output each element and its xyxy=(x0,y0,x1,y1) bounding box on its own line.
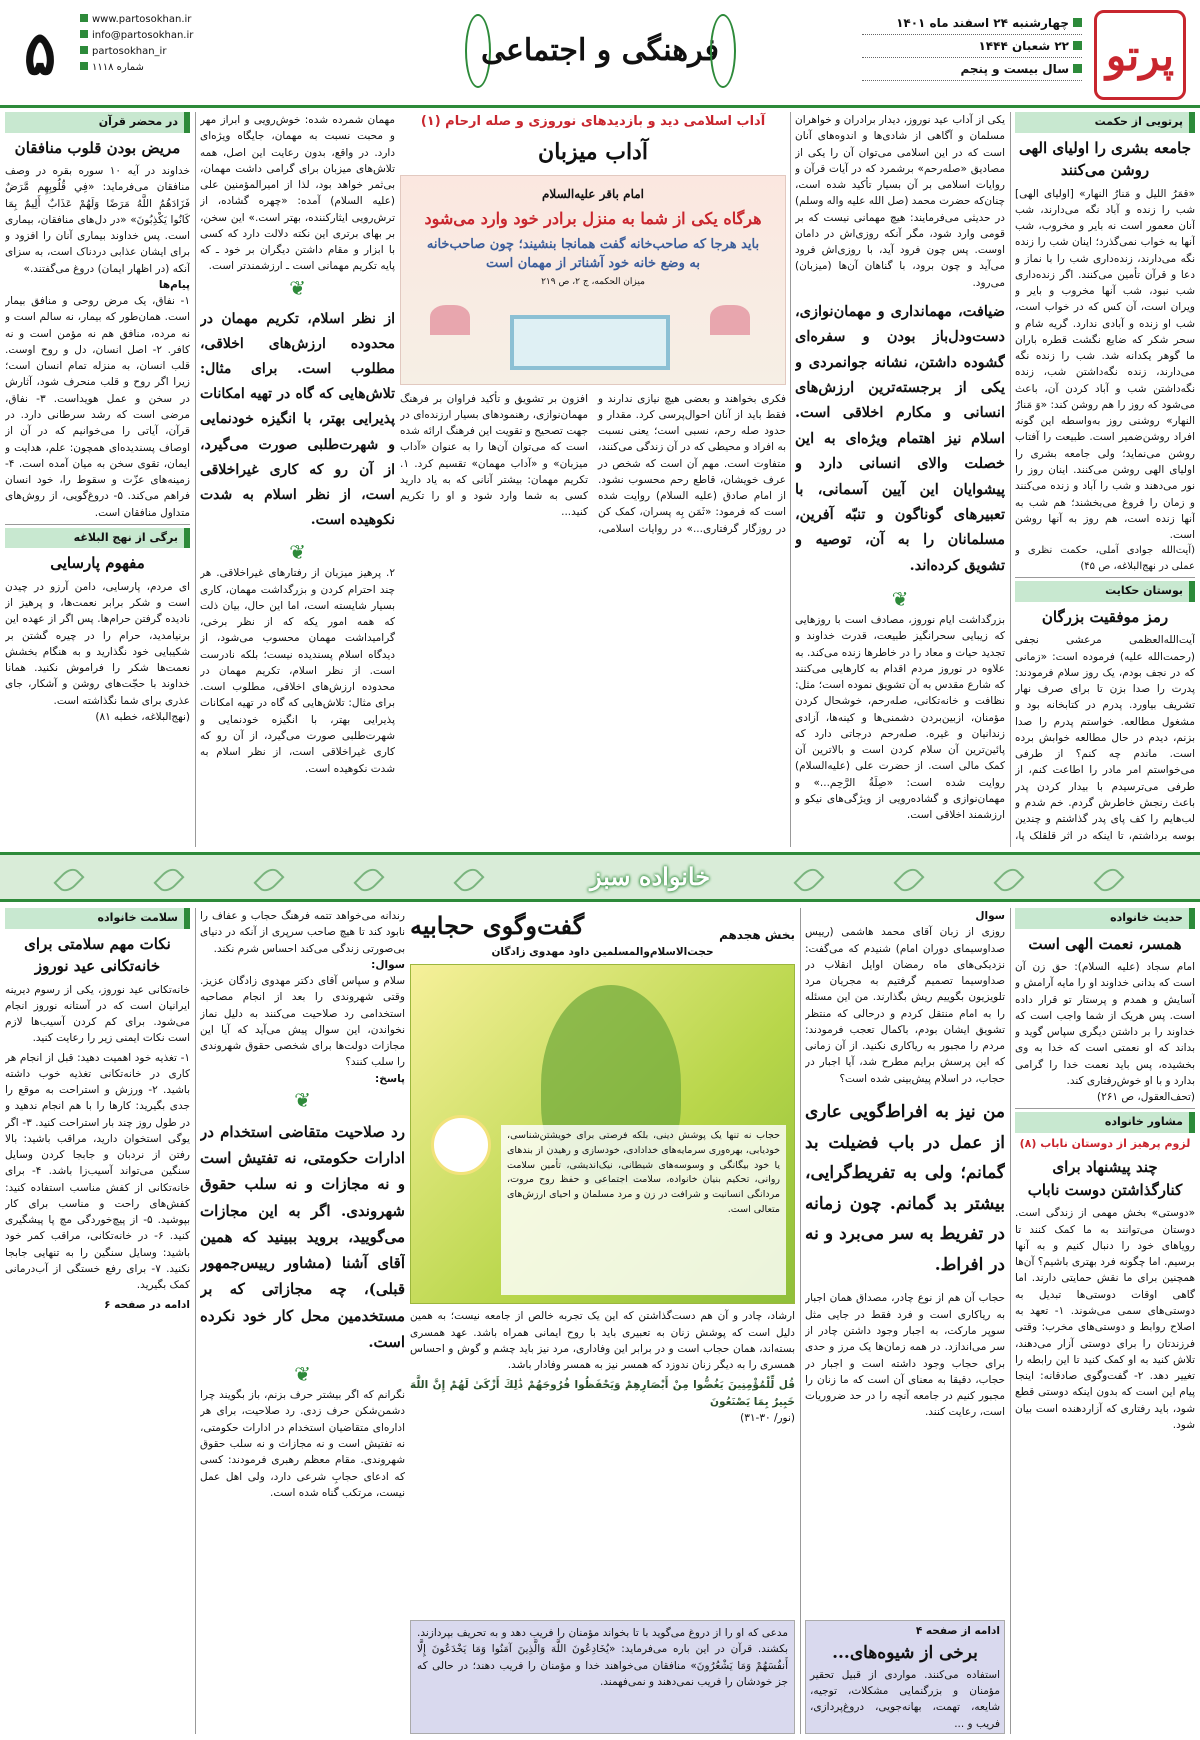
article-body: خداوند در آیه ۱۰ سوره بقره در وصف منافقان می‌فرماید: «فِي قُلُوبِهِم مَّرَضٌ فَزَادَهُمُ اللَّهُ مَرَضًا وَلَهُمْ عَذَابٌ أَلِيمٌ بِمَا كَانُوا يَكْذِبُونَ» «در دل‌های منافقان، بیماری است. پس خداوند بیماری آنان را افزود و برای ایشان عذابی دردناک است، به سزای آنکه (در اظهار ایمان) دروغ می‌گفتند.» xyxy=(5,165,190,275)
page-number: ۵ xyxy=(23,19,57,89)
article-title: جامعه بشری را اولیای الهی روشن می‌کنند xyxy=(1018,138,1191,179)
issue-number: شماره ۱۱۱۸ xyxy=(92,62,144,73)
leaf-icon xyxy=(53,864,84,895)
floral-ornament-icon: ❦ xyxy=(289,275,306,300)
date-hijri: ۲۲ شعبان ۱۴۴۴ xyxy=(978,39,1069,53)
leaf-icon xyxy=(453,864,484,895)
article-body: خانه‌تکانی عید نوروز، یکی از رسوم دیرینه ایرانیان است که در آستانه نوروز انجام می‌شود. برای کم کردن آسیب‌ها لازم است نکات ایمنی زیر را رعایت کنید. xyxy=(5,983,190,1045)
article-title: چند پیشنهاد برای کنارگذاشتن دوست ناباب xyxy=(1027,1158,1183,1199)
article-kicker: آداب اسلامی دید و بازدیدهای نوروزی و صله ارحام (۱) xyxy=(420,114,766,129)
article-body: بزرگداشت ایام نوروز، مصادف است با روزهایی که زیبایی سحرانگیز طبیعت، قدرت خداوند و تجدید حیات و معاد را در خاطرها زنده می‌کند. به علاوه در نوروز مردم اقدام به کارهایی می‌کنند که شارع مقدس به آن تشویق نموده است؛ مثل: نظافت و خانه‌تکانی، صله‌رحم، خوشحال کردن مؤمنان، ازبین‌بردن دشمنی‌ها و کینه‌ها، آزادی زندانیان و غیره. صله‌رحم درجاتی دارد که پائین‌ترین آن سلام کردن است و بالاترین آن کمک مالی است. از حضرت علی (علیه‌السلام) روایت شده است: «صِلَةُ الرَّحِم...» و مهمان‌نوازی و گشاده‌رویی از ویژگی‌های نیکو و ارزشمند اخلاقی است. xyxy=(795,614,1005,822)
column-hijab-part1 xyxy=(805,908,1005,1734)
messages-head: پیام‌ها xyxy=(158,278,190,291)
article-source: (نهج‌البلاغه، خطبه ۸۱) xyxy=(95,710,190,723)
answer-label: پاسخ: xyxy=(375,1072,405,1085)
column-hijab-main xyxy=(410,908,795,1734)
bullet-icon xyxy=(1073,64,1082,73)
floral-ornament-icon: ❦ xyxy=(294,1362,311,1387)
continued-label: ادامه در صفحه ۶ xyxy=(104,1298,190,1311)
web-icon xyxy=(80,14,88,22)
column-head: سلامت خانواده xyxy=(5,908,190,929)
column-hijab-part2 xyxy=(200,908,405,1734)
leaf-icon xyxy=(1093,864,1124,895)
ornament-right-icon xyxy=(710,14,736,88)
caption-box xyxy=(501,1125,786,1295)
article-body: «قمَرُ اللیل و مَنارُ النهار» [اولیای الهی] شب را زنده و آباد نگه می‌دارند، شب آنان معمور است نه بایر و مخروب، شب آنها به خواب نمی‌گذرد؛ اینان شب را زنده نگه می‌دارند، زنده‌داری شب را با نماز و دعا و قرآن تأمین می‌کنند. اگر زنده‌داری شب نبود، شب آنها مخروب و بایر و ویران است، آن کس که در خواب است، شب او زنده و آبادی ندارد. گریه شام و سحر شکر که ضایع نگشت قطره باران ما گوهر یکدانه شد. شب را زنده نگه می‌دارند، زنده نگه‌داشتن شب، زنده نگه‌داشتن شب و آباد کردن آن، باعث می‌شود که روز را هم روشن کند: «وَ مَنارُ النهار» روشنی روز به‌واسطه این گونه افراد روشن‌ضمیر است. طبیعت را آفتاب روشن می‌نماید؛ ولی جامعه بشری را اولیای الهی روشن می‌کنند. اینان روز را نور می‌دهند و شب را آباد و زنده می‌کنند و زمان را فروغ می‌بخشند؛ هم شب به آنها زنده است، هم روز به آنها روشن است. xyxy=(1015,187,1195,542)
column-head: برگی از نهج البلاغه xyxy=(5,528,190,549)
section-banner xyxy=(0,852,1200,902)
quote-box-text: مدعی که او را از دروغ می‌گوید با تا بخواند مؤمنان را فریب دهد و به تحریف بپردازند. بکشند. قرآن در این باره می‌فرماید: «یُخَادِعُونَ اللَّهَ وَالَّذِینَ آمَنُوا وَمَا یَخْدَعُونَ إِلَّا أَنفُسَهُمْ وَمَا یَشْعُرُونَ» منافقان می‌خواهند خدا و مؤمنان را فریب دهند؛ در حالی که جز خودشان را فریب نمی‌دهند و نمی‌فهمند. xyxy=(417,1627,788,1688)
article-body: مهمان شمرده شده: خوش‌رویی و ابراز مهر و محبت نسبت به مهمان، جایگاه ویژه‌ای دارد. در واقع، بدون رعایت این اصل، همه تلاش‌های میزبان برای گرامی داشت مهمان، بی‌ثمر خواهد بود، لذا از امیرالمؤمنین علی (علیه السلام) آمده: «چهره گشاده، از ترش‌رویی ایثارکننده، بهتر است.» این سخن، بر بهای برتری این نکته دلالت دارد که کسی با ابزار و مقام داشتن دیگران بر خود ـ که پایه تکریم مهمانی است ـ ارزشمندتر است. xyxy=(200,114,395,273)
bullet-icon xyxy=(1073,41,1082,50)
leaf-icon xyxy=(993,864,1024,895)
quote-box xyxy=(410,1620,795,1734)
article-title: همسر، نعمت الهی است xyxy=(1028,934,1182,953)
leaf-icon xyxy=(893,864,924,895)
column-family-health xyxy=(5,908,190,1734)
column-divider xyxy=(1010,112,1011,847)
column-divider xyxy=(790,112,791,847)
article-body: روزی از زبان آقای محمد هاشمی (رییس صداوسیمای دوران امام) شنیدم که می‌گفت: نزدیکی‌های ماه رمضان اوایل انقلاب در صداوسیما تصمیم گرفتیم به مجریان مرد تلویزیون بگوییم ریش بگذارند. من این مسئله را به امام منتقل کردم و درحالی که منتظر تشویق ایشان بودم، باکمال تعجب فرمودند: مردم را مجبور به ریاکاری نکنید. از آن زمانی که این پرسش برایم مطرح شد، آیا اجبار در حجاب، در اسلام پیش‌بینی شده است؟ xyxy=(805,926,1005,1085)
column-divider xyxy=(195,908,196,1734)
instagram-icon xyxy=(80,46,88,54)
image-source: میزان الحکمه، ج ۲، ص ۲۱۹ xyxy=(541,276,645,287)
column-article-part2 xyxy=(200,112,395,847)
quote-image xyxy=(400,175,786,385)
health-tips: ۱- تغذیه خود اهمیت دهید: قبل از انجام هر کاری در خانه‌تکانی تغذیه خوب داشته باشید. ۲- ورزش و استراحت به موقع را جدی بگیرید: کارها را با هم انجام ندهید و در طول روز چند بار استراحت کنید. ۳- اگر یوگی استخوان دارید، مراقب باشید: بالا رفتن از نردبان و جابجا کردن وسایل سنگین می‌تواند آسیب‌زا باشد. ۴- برای خانه‌تکانی از کفش مناسب استفاده کنید: کفش‌های راحت و مناسب برای کار بپوشید. ۵- از پیچ‌خوردگی مچ پا پیشگیری کنید. ۶- در خانه‌تکانی، مراقب کمر خود باشید: وسایل سنگین را به تنهایی جابجا نکنید. ۷- برای رفع خستگی از آب‌درمانی کمک بگیرید. xyxy=(5,1051,190,1292)
pull-quote: رد صلاحیت متقاضی استخدام در ادارات حکومتی، نه تفتیش است و نه مجازات و نه سلب حقوق شهروندی. اگر به این مجازات می‌گویید، بروید ببینید که همین آقای آشنا (مشاور رییس‌جمهور قبلی)، چه مجازاتی که بر مستخدمین محل کار خود نکرده است. xyxy=(200,1122,405,1351)
frame-icon xyxy=(510,315,670,370)
article-title: گفت‌وگوی حجابیه xyxy=(410,911,585,940)
year-label: سال بیست و پنجم xyxy=(960,62,1069,76)
lamp-icon xyxy=(710,305,750,335)
article-body: ای مردم، پارسایی، دامن آرزو در چیدن است و شکر برابر نعمت‌ها، و پرهیز از نادیده گرفتن حرام‌ها. پس اگر از عهده این برنیامدید، حرام را در چیره گشتن بر شکیبایی خود نگذارید و به هنگام بخشش نعمت‌ها شکر را فراموش نکنید. همانا خداوند با حجّت‌های روشن و آشکار، جای عذری برای شما نگذاشته است. xyxy=(5,580,190,707)
mail-icon xyxy=(80,30,88,38)
leaf-icon xyxy=(253,864,284,895)
article-source: (آیت‌الله جوادی آملی، حکمت نظری و عملی در نهج‌البلاغه، ص ۴۵) xyxy=(1015,545,1195,572)
date-shamsi: چهارشنبه ۲۴ اسفند ماه ۱۴۰۱ xyxy=(896,16,1069,30)
floral-ornament-icon: ❦ xyxy=(289,540,306,565)
column-wisdom xyxy=(1015,112,1195,847)
floral-ornament-icon: ❦ xyxy=(891,587,909,612)
column-head: بوستان حکایت xyxy=(1015,581,1195,602)
leaf-icon xyxy=(353,864,384,895)
author-avatar xyxy=(431,1115,491,1175)
page-header xyxy=(0,0,1200,108)
article-kicker: لزوم پرهیز از دوستان ناباب (۸) xyxy=(1019,1136,1191,1150)
instagram-link[interactable]: partosokhan_ir xyxy=(92,46,167,57)
article-body: ۱- نفاق، یک مرض روحی و منافق بیمار است. همان‌طور که بیمار، نه سالم است و نه مرده، منافق هم نه مؤمن است و نه کافر. ۲- اصل انسان، دل و روح اوست. قلب انسان، به منزله تمام انسان است؛ زیرا اگر روح و قلب منحرف شود، آثارش در سخن و عمل هویداست. ۳- نفاق، مرضی است که رشد سرطانی دارد. در قرآن، آیاتی را می‌خوانیم که در آن از اوصاف پسندیده‌ای همچون: علم، هدایت و ایمان، تقوی سخن به میان آمده است. ۴- زمینه‌های عزّت و سقوط را، خود انسان فراهم می‌کند. ۵- دروغ‌گویی، از روش‌های متداول منافقان است. xyxy=(5,295,190,519)
image-headline: هرگاه یکی از شما به منزل برادر خود وارد می‌شود xyxy=(424,208,762,228)
lamp-icon xyxy=(430,305,470,335)
article-body: آیت‌الله‌العظمی مرعشی نجفی (رحمت‌الله علیه) فرموده است: «زمانی که در نجف بودم، یک روز سلام فرمودند: پدرت را صدا بزن تا برای صرف نهار تشریف بیاورد. پدرم در کتابخانه بود و مشغول مطالعه. خواستم پدرم را صدا بزنم، دیدم در حال مطالعه خوابش برده است. ماندم چه کنم؟ از طرفی می‌خواستم امر مادر را اطاعت کنم، از طرفی می‌ترسیدم با بیدار کردن پدر باعث رنجش خاطرش گردم. خم شدم و لب‌هایم را کف پای پدر گذاشتم و چندین بوسه برداشتم، تا اینکه در اثر قلقلک پا، xyxy=(1015,634,1195,842)
article-body: رندانه می‌خواهد تتمه فرهنگ حجاب و عفاف را نابود کند تا هیچ صاحب سرپری از آنکه در دنیای بی‌صورتی زندگی می‌کند احساس شرم نکند. xyxy=(200,910,405,955)
newspaper-logo[interactable]: پرتو xyxy=(1094,10,1186,100)
bullet-icon xyxy=(80,62,88,70)
banner-title: خانواده سبز xyxy=(589,862,711,891)
column-family-hadith xyxy=(1015,908,1195,1734)
section-title: فرهنگی و اجتماعی xyxy=(480,33,720,68)
article-body: ارشاد، چادر و آن هم دست‌گذاشتن که این یک تجربه خالص از جامعه نیست؛ به همین دلیل است که پوشش زنان به تعبیری باید با روح ایمانی همراه باشد. عهد همسری بسته‌اند، همان حجاب است و در برابر این وفاداری، مرد نیز باید چشم و گوش و احساس همسری را به دیگر زنان ندوزد که همسر نیز به همسر وفادار باشد. xyxy=(410,1310,795,1372)
column-head: حدیث خانواده xyxy=(1015,908,1195,929)
contact-info xyxy=(80,12,240,76)
question-label: سوال xyxy=(975,910,1005,922)
article-source: (تحف‌العقول، ص ۲۶۱) xyxy=(1096,1091,1195,1104)
article-body: فکری بخواهند و بعضی هیچ نیازی ندارند و فقط باید از آنان احوال‌پرسی کرد. مقدار و حدود صله رحم، نسبی است؛ یعنی نسبت به افراد و محیطی که در آن زندگی می‌کنند، متفاوت است. مهم آن است که شخص در عرف خویشان، قاطع رحم محسوب نشود. از امام صادق (علیه السلام) روایت شده است که فرمود: «ثَمَن بِه پسران، کمک کن در روزگار گرفتاری...» در روایات اسلامی، افزون بر تشویق و تأکید فراوان بر فرهنگ مهمان‌نوازی، رهنمودهای بسیار ارزنده‌ای در جهت تصحیح و تقویت این فرهنگ ارائه شده است که می‌توان آن‌ها را به عنوان «آداب میزبان» و «آداب مهمان» تقسیم کرد. ۱. تکریم مهمان: بیشتر آنانی که به یاد دارید کسی به شما وارد شود و او را تکریم کنید... xyxy=(400,392,786,535)
bullet-icon xyxy=(1073,18,1082,27)
floral-ornament-icon: ❦ xyxy=(294,1087,311,1112)
website-link[interactable]: www.partosokhan.ir xyxy=(92,14,192,25)
article-body: نگرانم که اگر بیشتر حرف بزنم، باز بگویند چرا دشمن‌شکن حرف زدی. رد صلاحیت، برای هر اداره‌ای متقاضیان استخدام در ادارات حکومتی، نه تفتیش است و نه مجازات و نه سلب حقوق شهروندی. مقام معظم رهبری فرمودند: کسی که ادعای حجابِ شرعی دارد، ولی اهل عمل نیست، مرتکب گناه شده است. xyxy=(200,1389,405,1499)
article-body: سلام و سپاس آقای دکتر مهدوی زادگان عزیز. وقتی شهروندی را بعد از انجام مصاحبه استخدامی رد صلاحیت می‌کنند به دلیل نماز نخواندن، این سوال پیش می‌آید که آیا این مجازات دولت‌ها برای شخصی حقوق شهروندی را سلب کنند؟ xyxy=(200,975,405,1069)
pull-quote: از نظر اسلام، تکریم مهمان در محدوده ارزش‌های اخلاقی، مطلوب است. برای مثال: تلاش‌هایی که گاه در تهیه امکانات پذیرایی بهتر، با انگیزه خودنمایی و شهرت‌طلبی صورت می‌گیرد، از آن رو که کاری غیراخلاقی است، از نظر اسلام به شدت نکوهیده است. xyxy=(200,310,395,529)
column-divider xyxy=(1010,908,1011,1734)
email-link[interactable]: info@partosokhan.ir xyxy=(92,30,194,41)
pull-quote: ضیافت، مهمانداری و مهمان‌نوازی، دست‌ودل‌باز بودن و سفره‌ای گشوده داشتن، نشانه جوانمردی و یکی از برجسته‌ترین ارزش‌های انسانی و مکارم اخلاقی است. اسلام نیز اهتمام ویژه‌ای به این خصلت والای انسانی دارد و پیشوایان این آیین آسمانی، با تعبیرهای گوناگون و تنبّه آفرین، مسلمانان را به آن، توصیه و تشویق کرده‌اند. xyxy=(795,302,1005,574)
article-body: حجاب آن هم از نوع چادر، مصداق همان اجبار به ریاکاری است و فرد فقط در جایی مثل سوپر مارکت، به اجبار وجود داشتن چادر از سر می‌اندازد. در همه زمان‌ها یک مرز و حدی برای حجاب وجود داشته است و اجبار در حجاب، دقیقا به معنای آن است که ما زنان را مجبور کنیم در جامعه آنچه را در حد ضروریات است، رعایت کنند. xyxy=(805,1292,1005,1419)
column-head: پرتویی از حکمت xyxy=(1015,112,1195,133)
column-quran xyxy=(5,112,190,847)
hijab-illustration xyxy=(410,964,795,1304)
question-label: سوال: xyxy=(371,958,405,971)
article-title: مفهوم پارسایی xyxy=(50,554,145,573)
article-title: مریض بودن قلوب منافقان xyxy=(14,138,181,157)
leaf-icon xyxy=(793,864,824,895)
verse-reference: (نور/ ۳۰-۳۱) xyxy=(740,1411,795,1424)
article-title: نکات مهم سلامتی برای خانه‌تکانی عید نوروز xyxy=(24,934,171,975)
article-title: آداب میزبان xyxy=(538,138,648,165)
column-divider xyxy=(195,112,196,847)
continued-label: ادامه از صفحه ۴ xyxy=(915,1625,1000,1637)
article-body: ۲. پرهیز میزبان از رفتارهای غیراخلاقی. هر چند احترام کردن و بزرگداشت مهمان، کاری بسیار شایسته است، اما این حال، بیان ذلت که همه امور یکه که از نظر برخی، گرامیداشت مهمان محسوب می‌شود، از دیدگاه اسلام پسندیده نیست؛ بلکه نادرست است. از نظر اسلام، تکریم مهمان در محدوده ارزش‌های اخلاقی، مطلوب است. برای مثال: تلاش‌هایی که گاه در تهیه امکانات پذیرایی بهتر، با انگیزه خودنمایی و شهرت‌طلبی صورت می‌گیرد، از آن رو که کاری غیراخلاقی است، از نظر اسلام به شدت نکوهیده است. xyxy=(200,567,395,775)
date-block xyxy=(862,12,1082,81)
column-head: مشاور خانواده xyxy=(1015,1112,1195,1133)
article-body: یکی از آداب عید نوروز، دیدار برادران و خواهران مسلمان و آگاهی از شادی‌ها و اندوه‌های آنان است که در این اسلامی می‌توان آن را یکی از مصادیق «صله‌رحم» برشمرد که در آیات قرآن و روایات اسلامی بر آن بسیار تأکید شده است، چنان‌که حضرت محمد (صل الله علیه واله وسلم) در حدیثی می‌فرمایند: هیچ مهمانی نیست که بر قومی وارد شود، مگر آنکه روزی‌اش در دامان اوست. پس چون فرود آید، با روزی‌اش فرود می‌آید و چون برود، با گناهان آن‌ها (میزبان) می‌رود. xyxy=(795,114,1005,289)
caption-text: حجاب نه تنها یک پوشش دینی، بلکه فرصتی برای خویشتن‌شناسی، خودیابی، بهره‌وری سرمایه‌های خدادادی، خودسازی و رهیدن از بندهای یا خود بیگانگی و وسوسه‌های شیطانی، نیک‌اندیشی، تأمین سلامت روانی، تحکیم بنیان خانواده، سلامت اجتماعی و حفظ روح مروت، مردانگی انسانیت و شرافت در زن و مرد مسلمان و احیای ارزش‌های متعالی است. xyxy=(507,1130,780,1215)
article-author: حجت‌الاسلام‌والمسلمین داود مهدوی زادگان xyxy=(491,946,714,958)
column-divider xyxy=(800,908,801,1734)
article-title: رمز موفقیت بزرگان xyxy=(1041,607,1169,626)
column-head: در محضر قرآن xyxy=(5,112,190,133)
article-body: «دوستی» بخش مهمی از زندگی است. دوستان می‌توانند به ما کمک کنند تا رویاهای خود را دنبال کنیم و به آنها برسیم. اما چگونه فرد بهتری باشیم؟ آن‌ها همچنین برای ما نقش حمایتی دارند. اما گاهی اوقات دوستی‌ها تبدیل به دوستی‌های سمی می‌شوند. ۱- تعهد به اصلاح روابط و دوستی‌های مخرب: وقتی فرزندتان را برای دوستی آزار می‌دهند، تلاش کنید به او کمک کنید تا این رابطه را تغییر دهد. ۲- گفت‌وگوی صادقانه: اینجا پیام این است که بدون اینکه دوستی قطع شود، باید رفتاری که آزاردهنده است بیان شود. xyxy=(1015,1207,1195,1431)
image-text: باید هرجا که صاحب‌خانه گفت همانجا بنشیند؛ چون صاحب‌خانه به وضع خانه خود آشناتر از مهمان است xyxy=(426,236,760,271)
leaf-icon xyxy=(153,864,184,895)
quran-verse: قُل لِّلْمُؤْمِنِينَ يَغُضُّوا مِنْ أَبْصَارِهِمْ وَيَحْفَظُوا فُرُوجَهُمْ ذَٰلِكَ أَزْكَىٰ لَهُمْ إِنَّ اللَّهَ خَبِيرٌ بِمَا يَصْنَعُونَ xyxy=(410,1379,795,1408)
image-narrator: امام باقر علیه‌السلام xyxy=(541,186,645,201)
article-body: استفاده می‌کنند. مواردی از قبیل تحقیر مؤمنان و بزرگنمایی مشکلات، توجیه، شایعه، تهمت، بهانه‌جویی، دروغ‌پردازی، فریب و ... xyxy=(810,1668,1000,1730)
column-article-main xyxy=(400,112,786,847)
article-title: برخی از شیوه‌های... xyxy=(832,1643,978,1664)
column-article-part1 xyxy=(795,112,1005,847)
article-body: امام سجاد (علیه السلام): حق زن آن است که بدانی خداوند او را مایه آرامش و آسایش و همدم و پرستار تو قرار داده است. پس هریک از شما واجب است که خداوند را بر داشتن دیگری سپاس گوید و بداند که او نعمتی است که خدا به وی بخشیده، پس باید نعمت خدا را گرامی بدارد و با او خوش‌رفتاری کند. xyxy=(1015,961,1195,1087)
pull-quote: من نیز به افراط‌گویی عاری از عمل در باب فضیلت بد گمانم؛ ولی به تفریط‌گرایی، بیشتر بد گمانم. چون زمانه در تفریط به سر می‌برد و نه در افراط. xyxy=(805,1101,1005,1275)
continued-box xyxy=(805,1620,1005,1734)
article-kicker: بخش هجدهم xyxy=(719,928,795,942)
